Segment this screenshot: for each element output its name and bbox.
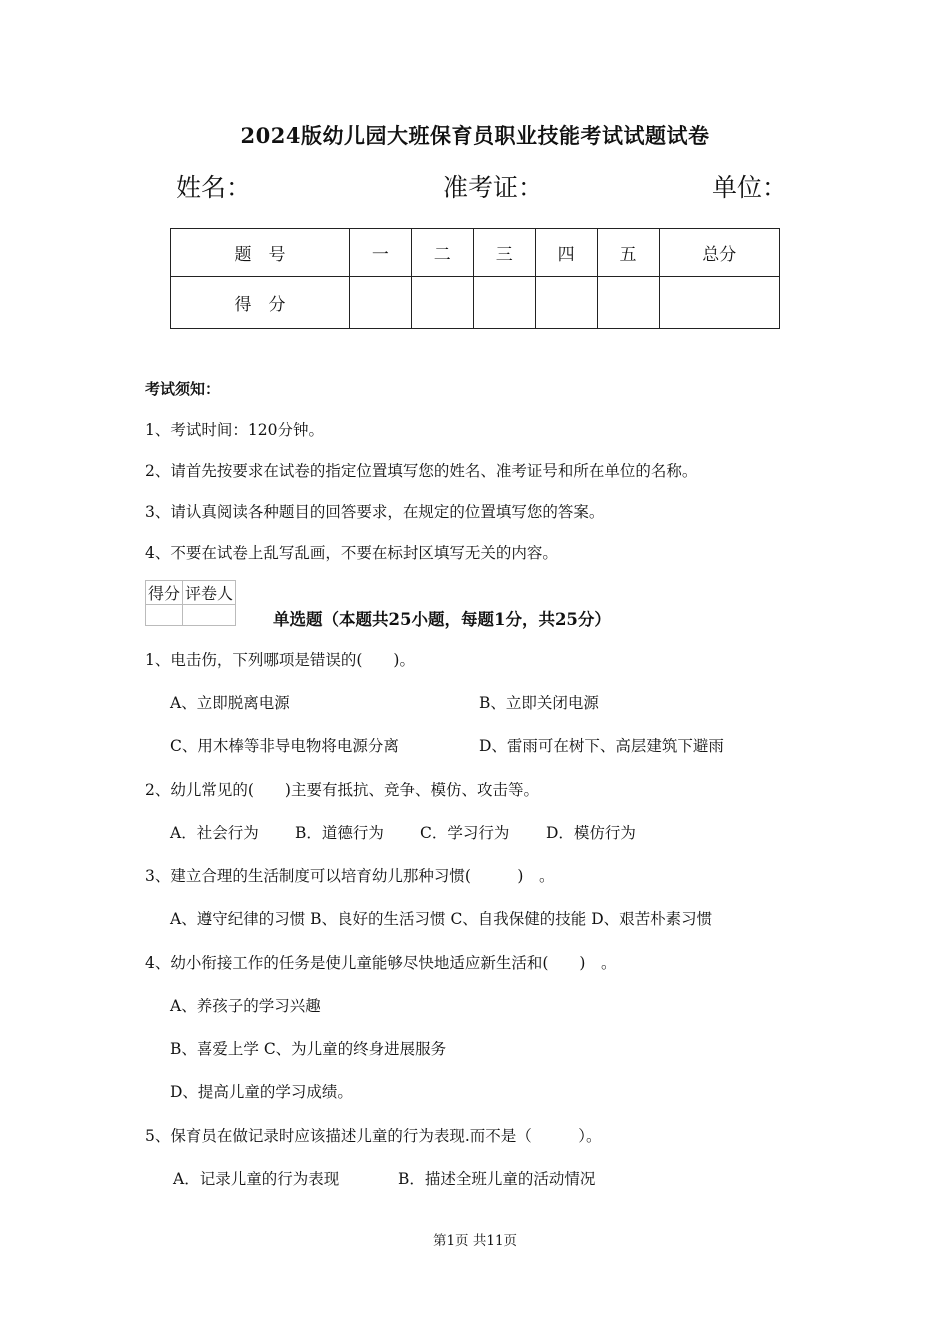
score-input-cell[interactable] [473, 277, 535, 329]
unit-label: 单位： [712, 173, 788, 202]
page-title: 2024版幼儿园大班保育员职业技能考试试题试卷 [240, 123, 710, 148]
grader-score-label: 得分 [146, 581, 183, 605]
question-option: D．模仿行为 [546, 824, 636, 842]
score-table-header-row [171, 229, 780, 277]
notice-item: 4、不要在试卷上乱写乱画，不要在标封区填写无关的内容。 [145, 544, 558, 562]
question-option: A．社会行为 [170, 824, 259, 842]
notice-item: 1、考试时间：120分钟。 [145, 421, 324, 439]
score-table-cell: 五 [597, 229, 659, 277]
score-input-cell[interactable] [349, 277, 411, 329]
question-stem: 1、电击伤，下列哪项是错误的( )。 [145, 651, 415, 669]
grader-score-cell[interactable] [146, 605, 183, 626]
grader-name-label: 评卷人 [183, 581, 236, 605]
score-table-cell: 二 [411, 229, 473, 277]
score-table-cell: 总分 [659, 229, 779, 277]
question-stem: 3、建立合理的生活制度可以培育幼儿那种习惯( ) 。 [145, 867, 555, 885]
section-title: 单选题（本题共25小题，每题1分，共25分） [273, 610, 611, 629]
exam-id-label: 准考证： [443, 173, 544, 202]
question-option: D、提高儿童的学习成绩。 [170, 1083, 353, 1101]
grader-box [145, 580, 236, 626]
question-stem: 5、保育员在做记录时应该描述儿童的行为表现.而不是（ ）。 [145, 1127, 602, 1145]
question-option: B、喜爱上学 C、为儿童的终身进展服务 [170, 1040, 447, 1058]
score-table-cell: 四 [535, 229, 597, 277]
question-option: A．记录儿童的行为表现 [173, 1170, 340, 1188]
score-row-label: 得 分 [171, 277, 350, 329]
question-stem: 4、幼小衔接工作的任务是使儿童能够尽快地适应新生活和( ) 。 [145, 954, 617, 972]
question-option: A、养孩子的学习兴趣 [170, 997, 321, 1015]
question-option: A、遵守纪律的习惯 B、良好的生活习惯 C、自我保健的技能 D、艰苦朴素习惯 [170, 910, 713, 928]
question-option: C、用木棒等非导电物将电源分离 [170, 737, 399, 755]
question-option: B．道德行为 [295, 824, 384, 842]
question-option: B、立即关闭电源 [479, 694, 599, 712]
score-input-cell[interactable] [659, 277, 779, 329]
question-option: C．学习行为 [420, 824, 510, 842]
score-table-cell: 题 号 [171, 229, 350, 277]
score-input-cell[interactable] [535, 277, 597, 329]
notice-title: 考试须知： [145, 380, 221, 398]
score-table [170, 228, 780, 329]
notice-item: 3、请认真阅读各种题目的回答要求，在规定的位置填写您的答案。 [145, 503, 605, 521]
page-footer: 第1页 共11页 [432, 1233, 518, 1249]
score-table-cell: 三 [473, 229, 535, 277]
question-option: B．描述全班儿童的活动情况 [398, 1170, 596, 1188]
score-table-score-row [171, 277, 780, 329]
question-option: D、雷雨可在树下、高层建筑下避雨 [479, 737, 724, 755]
question-option: A、立即脱离电源 [170, 694, 290, 712]
name-label: 姓名： [176, 173, 252, 202]
notice-item: 2、请首先按要求在试卷的指定位置填写您的姓名、准考证号和所在单位的名称。 [145, 462, 698, 480]
score-input-cell[interactable] [597, 277, 659, 329]
question-stem: 2、幼儿常见的( )主要有抵抗、竞争、模仿、攻击等。 [145, 781, 539, 799]
grader-name-cell[interactable] [183, 605, 236, 626]
score-table-cell: 一 [349, 229, 411, 277]
score-input-cell[interactable] [411, 277, 473, 329]
